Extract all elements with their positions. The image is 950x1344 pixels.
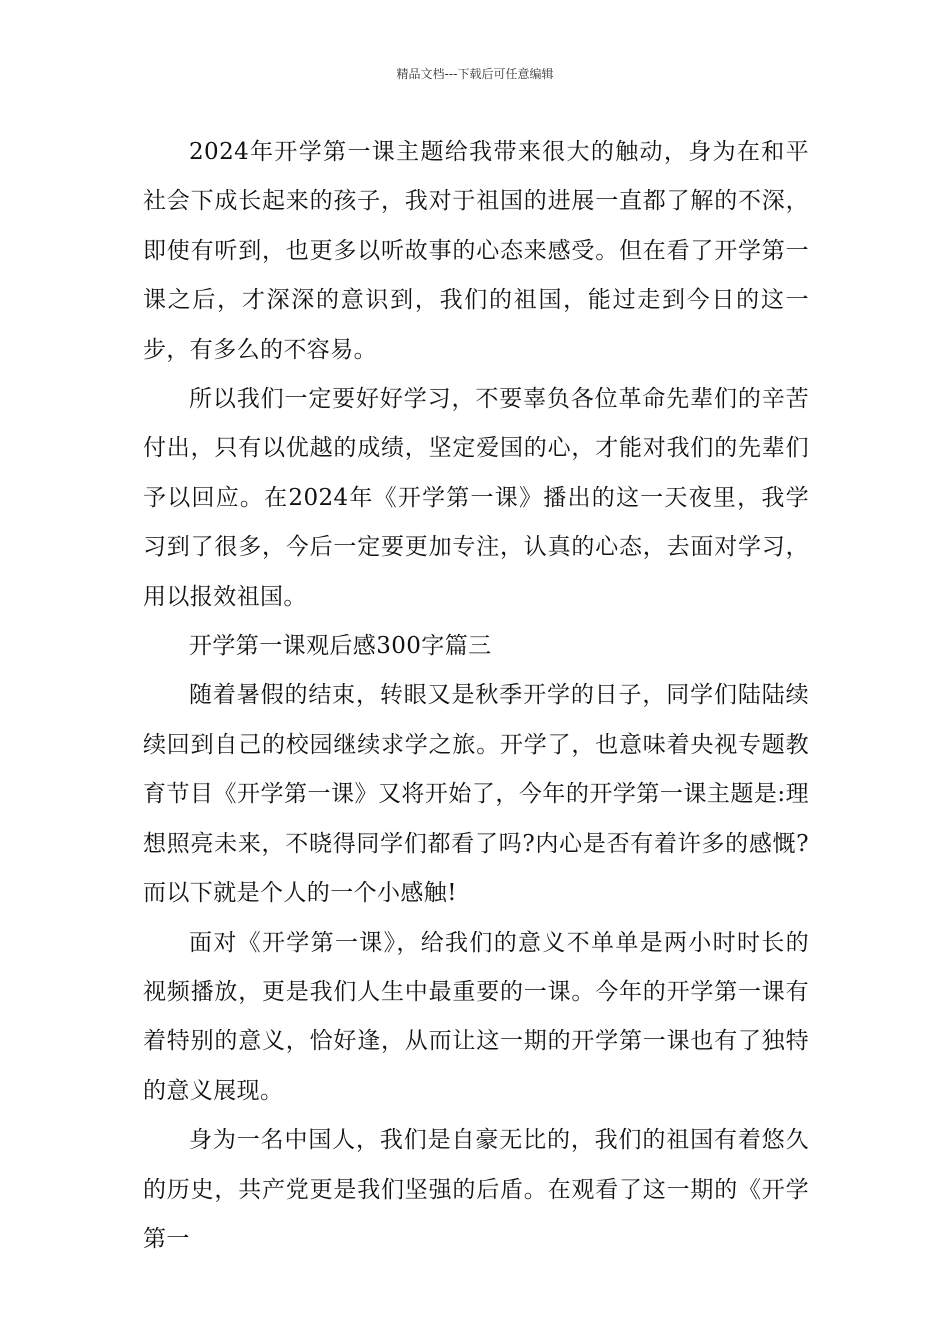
paragraph: 2024年开学第一课主题给我带来很大的触动，身为在和平社会下成长起来的孩子，我对于祖国的进展一直都了解的不深，即使有听到，也更多以听故事的心态来感受。但在看了开学第一课之后，才深深的意识到，我们的祖国，能过走到今日的这一步，有多么的不容易。 xyxy=(143,139,809,363)
paragraph: 所以我们一定要好好学习，不要辜负各位革命先辈们的辛苦付出，只有以优越的成绩，坚定爱国的心，才能对我们的先辈们予以回应。在2024年《开学第一课》播出的这一天夜里，我学习到了很多，今后一定要更加专注，认真的心态，去面对学习，用以报效祖国。 xyxy=(143,386,809,610)
document-body xyxy=(143,128,809,1264)
page-header: 精品文档---下载后可任意编辑 xyxy=(396,67,554,81)
paragraph: 面对《开学第一课》，给我们的意义不单单是两小时时长的视频播放，更是我们人生中最重要的一课。今年的开学第一课有着特别的意义，恰好逢，从而让这一期的开学第一课也有了独特的意义展现。 xyxy=(143,929,809,1104)
section-heading: 开学第一课观后感300字篇三 xyxy=(189,633,492,660)
paragraph: 随着暑假的结束，转眼又是秋季开学的日子，同学们陆陆续续回到自己的校园继续求学之旅。开学了，也意味着央视专题教育节目《开学第一课》又将开始了，今年的开学第一课主题是:理想照亮未来，不晓得同学们都看了吗?内心是否有着许多的感慨?而以下就是个人的一个小感触! xyxy=(143,682,809,907)
paragraph: 身为一名中国人，我们是自豪无比的，我们的祖国有着悠久的历史，共产党更是我们坚强的后盾。在观看了这一期的《开学第一 xyxy=(143,1127,809,1252)
